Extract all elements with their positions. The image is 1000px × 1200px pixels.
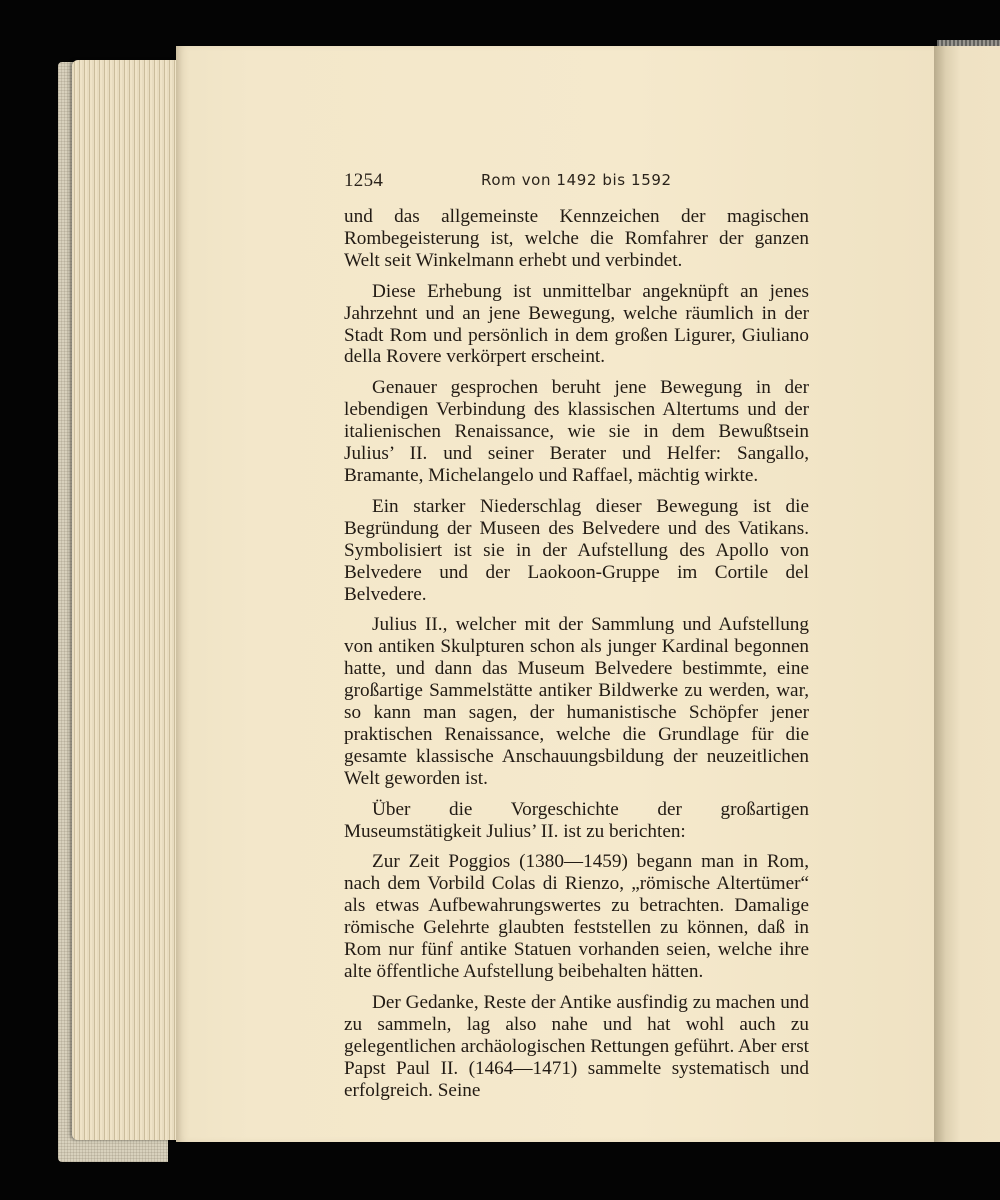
paragraph-3: Genauer gesprochen beruht jene Bewegung in der lebendigen Verbindung des klassischen Altertums und der italienischen Renaissance, wie sie in dem Bewußtsein Julius’ II. und seiner Berater und Helfer: Sangallo, Bramante, Michelangelo und Raffael, mächtig wirkte. (344, 377, 809, 486)
paragraph-5: Julius II., welcher mit der Sammlung und Aufstellung von antiken Skulpturen schon als junger Kardinal begonnen hatte, und dann das Museum Belvedere bestimmte, eine großartige Sammelstätte antiker Bildwerke zu werden, war, so kann man sagen, der humanistische Schöpfer jener praktischen Renaissance, welche die Grundlage für die gesamte klassische Anschauungsbildung der neuzeitlichen Welt geworden ist. (344, 614, 809, 789)
paragraph-6: Über die Vorgeschichte der großartigen Museumstätigkeit Julius’ II. ist zu berichten: (344, 798, 809, 842)
page-edges (72, 60, 180, 1140)
paragraph-1: und das allgemeinste Kennzeichen der magischen Rombegeisterung ist, welche die Romfahrer der ganzen Welt seit Winkelmann erhebt und verbindet. (344, 206, 809, 271)
page-header (344, 170, 809, 194)
paragraph-4: Ein starker Niederschlag dieser Bewegung ist die Begründung der Museen des Belvedere und des Vatikans. Symbolisiert ist sie in der Aufstellung des Apollo von Belvedere und der Laokoon-Gruppe im Cortile del Belvedere. (344, 495, 809, 605)
paragraph-7: Zur Zeit Poggios (1380—1459) begann man in Rom, nach dem Vorbild Colas di Rienzo, „römische Altertümer“ als etwas Aufbewahrungswertes zu betrachten. Damalige römische Gelehrte glaubten feststellen zu können, daß in Rom nur fünf antike Statuen vorhanden seien, welche ihre alte öffentliche Aufstellung beibehalten hätten. (344, 851, 809, 982)
facing-page-edge (934, 46, 1000, 1142)
body-text (344, 206, 809, 1110)
paragraph-2: Diese Erhebung ist unmittelbar angeknüpft an jenes Jahrzehnt und an jene Bewegung, welche räumlich in der Stadt Rom und persönlich in dem großen Ligurer, Giuliano della Rovere verkörpert erscheint. (344, 280, 809, 368)
page-number: 1254 (344, 170, 384, 191)
running-title: Rom von 1492 bis 1592 (481, 171, 672, 189)
paragraph-8: Der Gedanke, Reste der Antike ausfindig zu machen und zu sammeln, lag also nahe und hat wohl auch zu gelegentlichen archäologischen Rettungen geführt. Aber erst Papst Paul II. (1464—1471) sammelte systematisch und erfolgreich. Seine (344, 991, 809, 1101)
